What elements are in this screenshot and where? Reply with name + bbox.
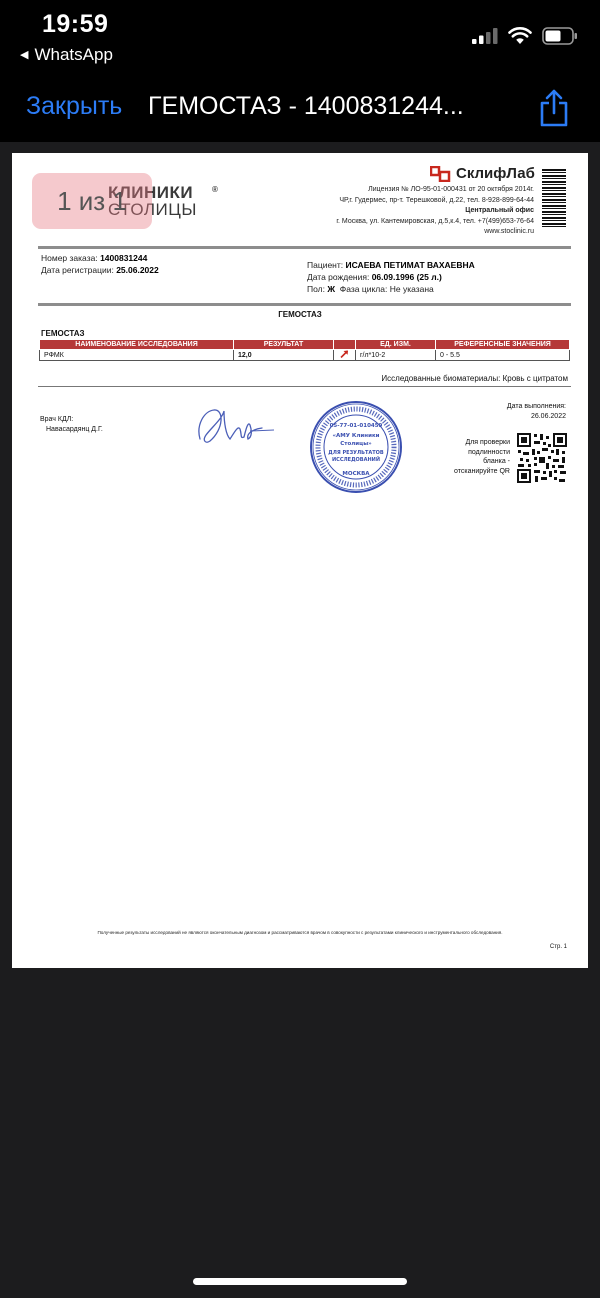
back-triangle-icon: ◀ xyxy=(20,49,29,61)
doctor-signature xyxy=(188,401,278,451)
doctor-label: Врач КДЛ: xyxy=(40,416,74,423)
patient-label: Пациент: xyxy=(307,260,344,270)
website: www.stoclinic.ru xyxy=(484,228,534,235)
order-number: 1400831244 xyxy=(100,253,148,263)
svg-text:05-77-01-010459: 05-77-01-010459 xyxy=(329,423,383,429)
back-app-label: WhatsApp xyxy=(34,45,113,64)
order-info xyxy=(41,252,159,276)
lab-logo-icon xyxy=(430,166,452,182)
svg-text:Столицы»: Столицы» xyxy=(340,441,372,447)
test-name: РФМК xyxy=(40,350,234,361)
test-result: 12,0 xyxy=(234,350,334,361)
status-bar xyxy=(0,0,600,78)
svg-text:ДЛЯ РЕЗУЛЬТАТОВ: ДЛЯ РЕЗУЛЬТАТОВ xyxy=(328,450,384,456)
divider-middle xyxy=(38,303,571,306)
dob-label: Дата рождения: xyxy=(307,272,370,282)
divider-top xyxy=(38,246,571,249)
table-row xyxy=(40,350,570,361)
test-reference: 0 - 5.5 xyxy=(436,350,570,361)
col-flag-header xyxy=(334,340,356,350)
clinic-logo-line2: СТОЛИЦЫ xyxy=(108,200,197,219)
cellular-signal-icon xyxy=(472,28,498,44)
license-line: Лицензия № ЛО-95-01-000431 от 20 октября 2014г. xyxy=(368,186,534,193)
svg-text:МОСКВА: МОСКВА xyxy=(342,471,370,477)
clinic-logo-line1: КЛИНИКИ xyxy=(108,183,194,202)
barcode xyxy=(542,169,566,227)
office-address: г. Москва, ул. Кантемировская, д.5,к.4, тел. +7(499)653-76-64 xyxy=(336,217,534,225)
sex-label: Пол: xyxy=(307,284,325,294)
patient-info xyxy=(307,259,475,295)
document-page[interactable] xyxy=(12,153,588,968)
sex: Ж xyxy=(327,284,336,294)
address-line: ЧР,г. Гудермес, пр-т. Терешковой, д.22, тел. 8-928-899-64-44 xyxy=(339,196,534,204)
cycle: Не указана xyxy=(389,284,434,294)
registration-date: 25.06.2022 xyxy=(116,265,159,275)
status-time: 19:59 xyxy=(42,10,109,38)
qr-code[interactable] xyxy=(516,432,568,484)
dob: 06.09.1996 (25 л.) xyxy=(371,272,442,282)
qr-instructions: Для проверки подлинности бланка - отсканируйте QR xyxy=(454,439,510,475)
col-ref-header: РЕФЕРЕНСНЫЕ ЗНАЧЕНИЯ xyxy=(436,340,570,350)
registration-date-label: Дата регистрации: xyxy=(41,265,114,275)
disclaimer: Полученные результаты исследований не являются окончательным диагнозом и рассматриваются врачом в совокупности с результатами клинического и инструментального обследования. xyxy=(97,930,503,935)
patient-name: ИСАЕВА ПЕТИМАТ ВАХАЕВНА xyxy=(345,260,475,270)
status-icons xyxy=(472,27,578,45)
col-result-header: РЕЗУЛЬТАТ xyxy=(234,340,334,350)
svg-text:«АМУ Клиники: «АМУ Клиники xyxy=(332,433,380,439)
execution-label: Дата выполнения: xyxy=(506,403,566,410)
lab-logo xyxy=(430,165,535,182)
col-unit-header: ЕД. ИЗМ. xyxy=(356,340,436,350)
results-table xyxy=(39,339,570,361)
doctor-name: Навасардянц Д.Г. xyxy=(46,426,103,433)
close-button[interactable]: Закрыть xyxy=(26,92,123,120)
result-flag xyxy=(334,350,356,361)
home-indicator[interactable] xyxy=(193,1278,407,1285)
office-label: Центральный офис xyxy=(465,207,534,214)
biomaterial-text: Исследованные биоматериалы: Кровь с цитратом xyxy=(381,374,568,383)
svg-text:ИССЛЕДОВАНИЙ: ИССЛЕДОВАНИЙ xyxy=(331,457,381,463)
wifi-icon xyxy=(508,27,532,45)
doctor-block xyxy=(40,415,103,435)
execution-block xyxy=(507,402,566,421)
execution-date: 26.06.2022 xyxy=(530,412,566,420)
document-title: ГЕМОСТАЗ - 1400831244... xyxy=(148,92,464,120)
viewer-nav-bar xyxy=(0,78,600,142)
page-number: Стр. 1 xyxy=(549,944,567,950)
back-to-app-link[interactable] xyxy=(20,45,113,65)
group-title: ГЕМОСТАЗ xyxy=(41,329,85,338)
results-header-row xyxy=(40,340,570,350)
order-number-label: Номер заказа: xyxy=(41,253,98,263)
share-icon[interactable] xyxy=(537,88,571,128)
license-block xyxy=(336,185,534,238)
clinic-stamp xyxy=(308,399,404,495)
registered-mark: ® xyxy=(212,185,218,194)
high-value-arrow-icon xyxy=(340,350,349,358)
col-name-header: НАИМЕНОВАНИЕ ИССЛЕДОВАНИЯ xyxy=(40,340,234,350)
page-indicator: 1 из 1 xyxy=(32,173,152,229)
battery-icon xyxy=(542,27,578,45)
section-title: ГЕМОСТАЗ xyxy=(278,310,322,319)
lab-logo-name: СклифЛаб xyxy=(456,165,535,182)
test-unit: г/л*10-2 xyxy=(356,350,436,361)
cycle-label: Фаза цикла: xyxy=(339,284,388,294)
divider-thin xyxy=(38,386,571,387)
